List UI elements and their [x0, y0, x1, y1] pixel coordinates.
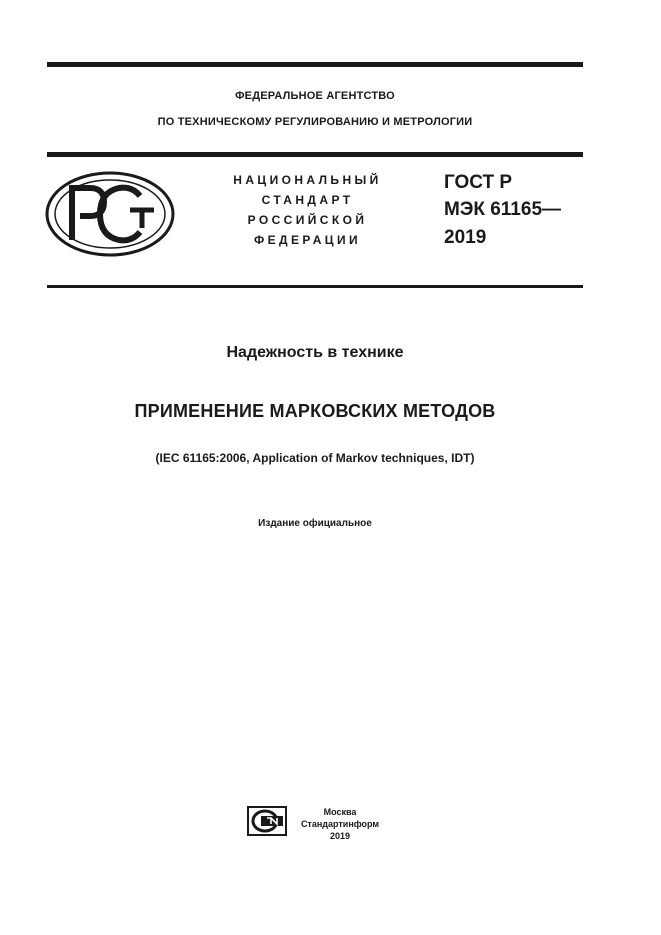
- standard-type-line-4: ФЕДЕРАЦИИ: [253, 233, 362, 247]
- top-rule: [47, 62, 583, 67]
- standard-type-line-1: НАЦИОНАЛЬНЫЙ: [233, 173, 382, 187]
- iec-reference: (IEC 61165:2006, Application of Markov techniques, IDT): [155, 451, 475, 465]
- standard-type-line-3: РОССИЙСКОЙ: [247, 213, 368, 227]
- document-subject: Надежность в технике: [226, 344, 404, 361]
- header-rule: [47, 152, 583, 157]
- designation-line-1: ГОСТ Р: [444, 172, 513, 193]
- designation-line-2: МЭК 61165—: [444, 199, 562, 220]
- designation-line-3: 2019: [444, 227, 487, 248]
- standartinform-logo-icon: [247, 806, 287, 836]
- block-rule: [47, 285, 583, 288]
- agency-line-2: ПО ТЕХНИЧЕСКОМУ РЕГУЛИРОВАНИЮ И МЕТРОЛОГИИ: [157, 116, 473, 128]
- document-title: ПРИМЕНЕНИЕ МАРКОВСКИХ МЕТОДОВ: [134, 401, 496, 421]
- standard-type-line-2: СТАНДАРТ: [261, 193, 354, 207]
- publisher-year: 2019: [329, 831, 351, 841]
- publisher-name: Стандартинформ: [300, 819, 380, 829]
- rst-certification-mark-icon: [44, 170, 176, 258]
- edition-note: Издание официальное: [258, 518, 372, 529]
- publisher-city: Москва: [323, 807, 357, 817]
- agency-line-1: ФЕДЕРАЛЬНОЕ АГЕНТСТВО: [235, 90, 395, 102]
